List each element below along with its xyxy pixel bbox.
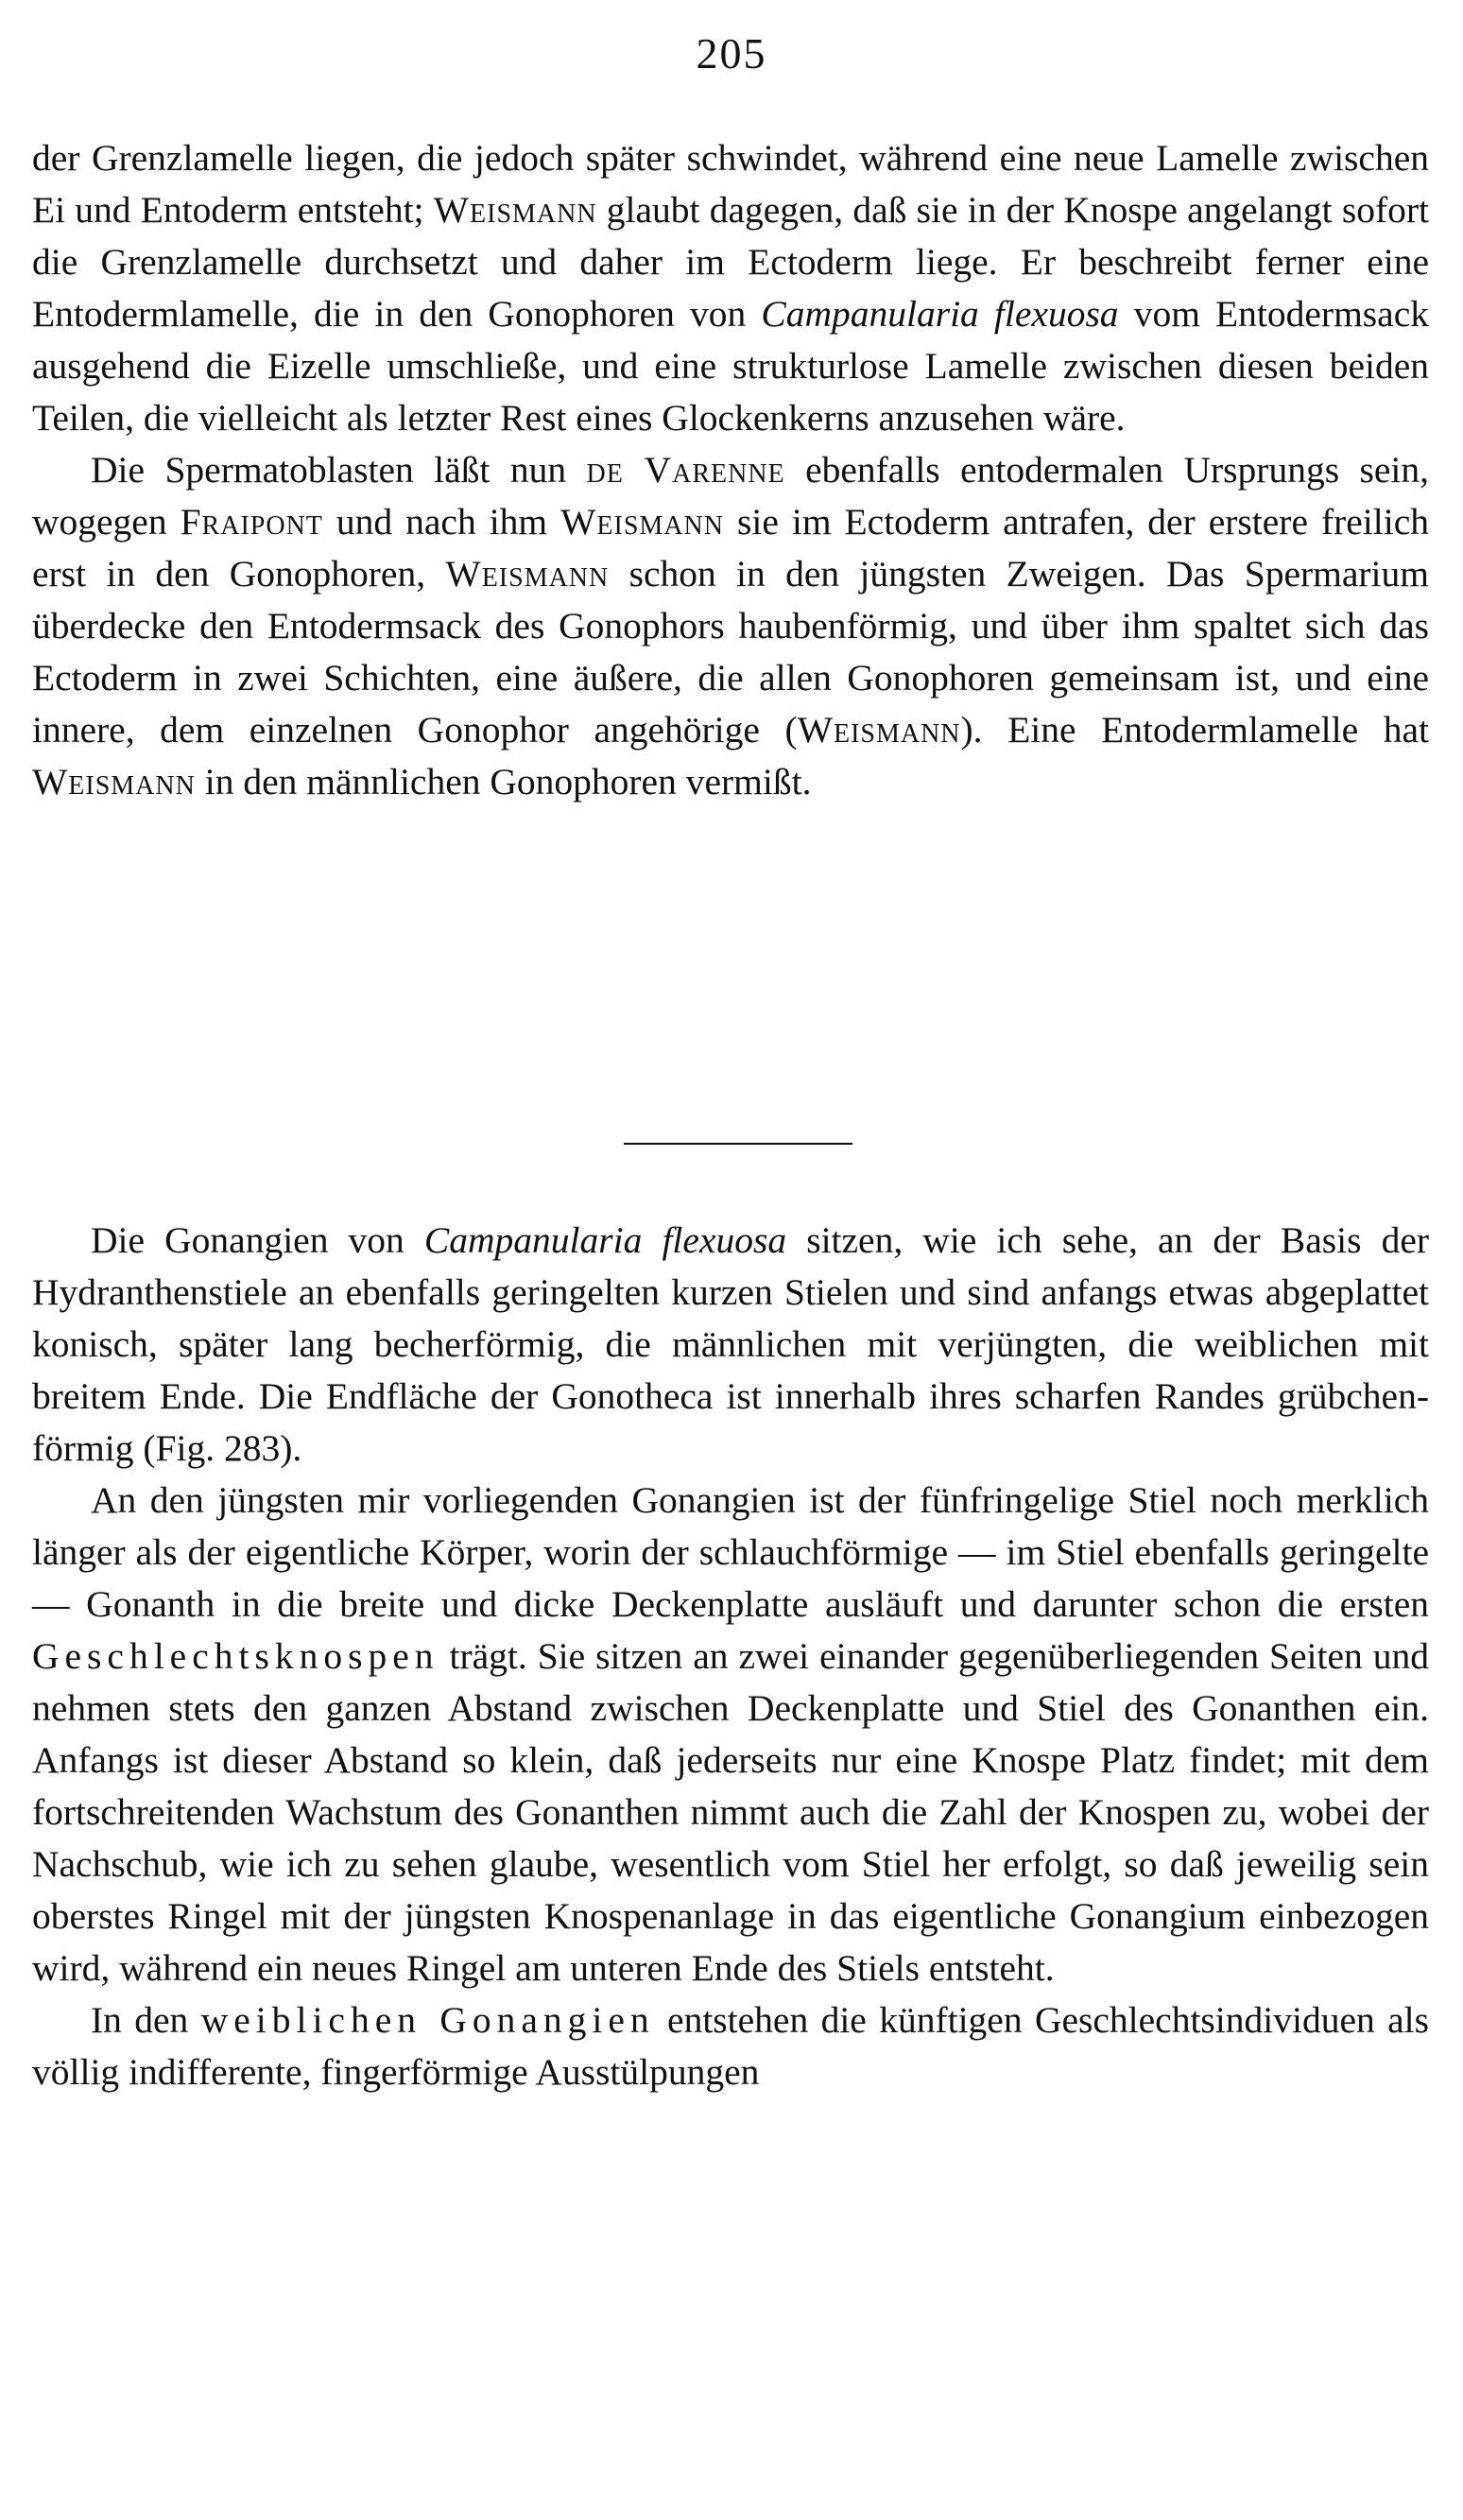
text-run: Die Spermatoblasten läßt nun (91, 449, 587, 491)
author-name: Weismann (797, 709, 961, 751)
spaced-term: Geschlechtsknospen (32, 1635, 439, 1677)
text-run: trägt. Sie sitzen an zwei einander gegenüberliegenden Seiten und nehmen stets den ganzen Abstand zwischen Deckenplatte und Stiel des Gonanthen ein. Anfangs ist dieser Abstand so klein, daß jederseits nur eine Knospe Platz findet; mit dem fortschreitenden Wachstum des Gonanthen nimmt auch die Zahl der Knospen zu, wobei der Nachschub, wie ich zu sehen glaube, wesentlich vom Stiel her erfolgt, so daß jeweilig sein oberstes Ringel mit der jüngsten Knospenanlage in das eigentliche Gonangium einbezogen wird, während ein neues Ringel am unteren Ende des Stiels entsteht. (32, 1635, 1429, 1989)
text-run: ). Eine Entodermlamelle hat (960, 709, 1429, 751)
text-run: In den (91, 1999, 201, 2041)
text-run: der Grenzlamelle liegen, die jedoch später schwindet, während eine neue Lamelle zwischen Ei und Entoderm entsteht; (32, 137, 1429, 231)
text-run: und nach ihm (322, 501, 561, 543)
text-run: An den jüngsten mir vorliegenden Gonangien ist der fünfringelige Stiel noch merklich länger als der eigentliche Körper, worin der schlauchförmige — im Stiel ebenfalls geringelte — Gonanth in die breite und dicke Deckenplatte ausläuft und darunter schon die ersten (32, 1479, 1429, 1625)
section-divider (624, 1143, 852, 1145)
text-section-2 (32, 1215, 1429, 2098)
text-run: entstehen die künftigen Geschlechtsindividuen als völlig indifferente, fingerförmige Ausstülpungen (32, 1999, 1430, 2093)
text-run: Die Gonangien von (91, 1219, 424, 1261)
species-name: Campanularia flexuosa (761, 293, 1119, 335)
species-name: Campanularia flexuosa (423, 1219, 787, 1261)
author-name: Weismann (433, 189, 597, 231)
paragraph-5 (32, 1994, 1429, 2098)
paragraph-4 (32, 1475, 1429, 1994)
text-run: sitzen, wie ich sehe, an der Basis der Hydranthenstiele an ebenfalls geringelten kurzen Stielen und sind anfangs etwas abgeplattet konisch, später lang becherförmig, die männlichen mit verjüngten, die weiblichen mit breitem Ende. Die Endfläche der Gonotheca ist innerhalb ihres scharfen Randes grübchenförmig (Fig. 283). (32, 1219, 1430, 1469)
spaced-term: weiblichen Gonangien (200, 1999, 655, 2041)
author-name: de Varenne (586, 449, 785, 491)
page-number: 205 (696, 29, 767, 78)
text-run: vom Entodermsack ausgehend die Eizelle umschließe, und eine strukturlose Lamelle zwischen diesen beiden Teilen, die vielleicht als letzter Rest eines Glockenkerns anzusehen wäre. (32, 293, 1429, 439)
author-name: Weismann (32, 761, 196, 803)
text-run: ebenfalls entodermalen Ursprungs sein, wogegen (32, 449, 1429, 543)
author-name: Weismann (560, 501, 724, 543)
text-run: sie im Ectoderm antrafen, der erstere freilich erst in den Gonophoren, (32, 501, 1430, 595)
paragraph-2 (32, 444, 1429, 808)
paragraph-3 (32, 1215, 1429, 1475)
author-name: Fraipont (180, 501, 323, 543)
text-run: glaubt dagegen, daß sie in der Knospe angelangt sofort die Grenzlamelle durchsetzt und daher im Ectoderm liege. Er beschreibt ferner eine Entodermlamelle, die in den Gonophoren von (32, 189, 1429, 335)
author-name: Weismann (445, 553, 610, 595)
text-run: schon in den jüngsten Zweigen. Das Spermarium überdecke den Entodermsack des Gonophors haubenförmig, und über ihm spaltet sich das Ectoderm in zwei Schichten, eine äußere, die allen Gonophoren gemeinsam ist, und eine innere, dem einzelnen Gonophor angehörige ( (32, 553, 1429, 751)
text-run: in den männlichen Gonophoren vermißt. (195, 761, 812, 803)
paragraph-1 (32, 132, 1429, 444)
text-section-1 (32, 132, 1429, 808)
